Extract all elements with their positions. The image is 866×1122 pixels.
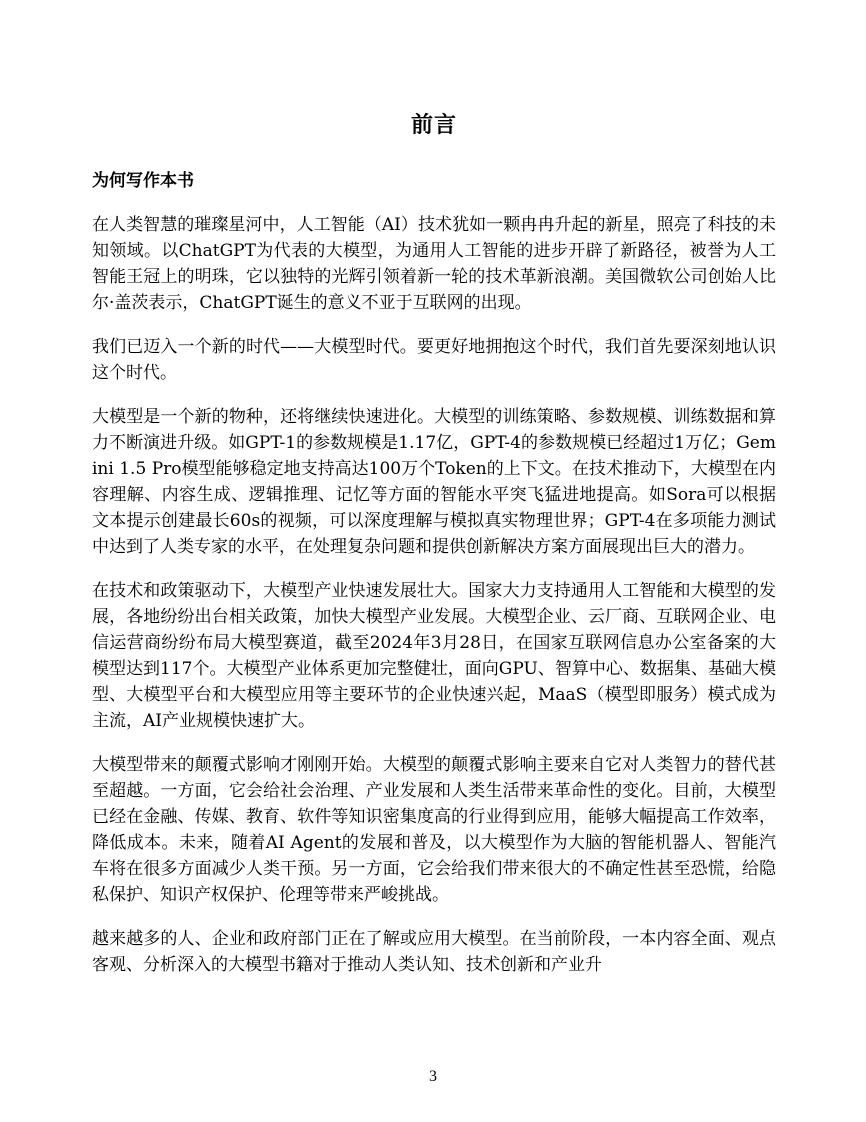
paragraph-2: 我们已迈入一个新的时代——大模型时代。要更好地拥抱这个时代，我们首先要深刻地认识这个时代。 — [92, 337, 776, 383]
document-page — [92, 108, 776, 996]
paragraph-1: 在人类智慧的璀璨星河中，人工智能（AI）技术犹如一颗冉冉升起的新星，照亮了科技的未知领域。以ChatGPT为代表的大模型，为通用人工智能的进步开辟了新路径，被誉为人工智能王冠上的明珠，它以独特的光辉引领着新一轮的技术革新浪潮。美国微软公司创始人比尔·盖茨表示，ChatGPT诞生的意义不亚于互联网的出现。 — [92, 215, 776, 313]
page-number: 3 — [429, 1068, 437, 1085]
section-heading: 为何写作本书 — [92, 171, 194, 191]
paragraph-5: 大模型带来的颠覆式影响才刚刚开始。大模型的颠覆式影响主要来自它对人类智力的替代甚至超越。一方面，它会给社会治理、产业发展和人类生活带来革命性的变化。目前，大模型已经在金融、传媒、教育、软件等知识密集度高的行业得到应用，能够大幅提高工作效率，降低成本。未来，随着AI Agent的发展和普及，以大模型作为大脑的智能机器人、智能汽车将在很多方面减少人类干预。另一方面，它会给我们带来很大的不确定性甚至恐慌，给隐私保护、知识产权保护、伦理等带来严峻挑战。 — [92, 755, 776, 905]
page-title: 前言 — [410, 112, 457, 138]
paragraph-4: 在技术和政策驱动下，大模型产业快速发展壮大。国家大力支持通用人工智能和大模型的发展，各地纷纷出台相关政策，加快大模型产业发展。大模型企业、云厂商、互联网企业、电信运营商纷纷布局大模型赛道，截至2024年3月28日，在国家互联网信息办公室备案的大模型达到117个。大模型产业体系更加完整健壮，面向GPU、智算中心、数据集、基础大模型、大模型平台和大模型应用等主要环节的企业快速兴起，MaaS（模型即服务）模式成为主流，AI产业规模快速扩大。 — [92, 581, 776, 731]
paragraph-3: 大模型是一个新的物种，还将继续快速进化。大模型的训练策略、参数规模、训练数据和算力不断演进升级。如GPT-1的参数规模是1.17亿，GPT-4的参数规模已经超过1万亿；Gemini 1.5 Pro模型能够稳定地支持高达100万个Token的上下文。在技术推动下，大模型在内容理解、内容生成、逻辑推理、记忆等方面的智能水平突飞猛进地提高。如Sora可以根据文本提示创建最长60s的视频，可以深度理解与模拟真实物理世界；GPT-4在多项能力测试中达到了人类专家的水平，在处理复杂问题和提供创新解决方案方面展现出巨大的潜力。 — [92, 407, 776, 557]
paragraph-6: 越来越多的人、企业和政府部门正在了解或应用大模型。在当前阶段，一本内容全面、观点客观、分析深入的大模型书籍对于推动人类认知、技术创新和产业升 — [92, 929, 776, 975]
